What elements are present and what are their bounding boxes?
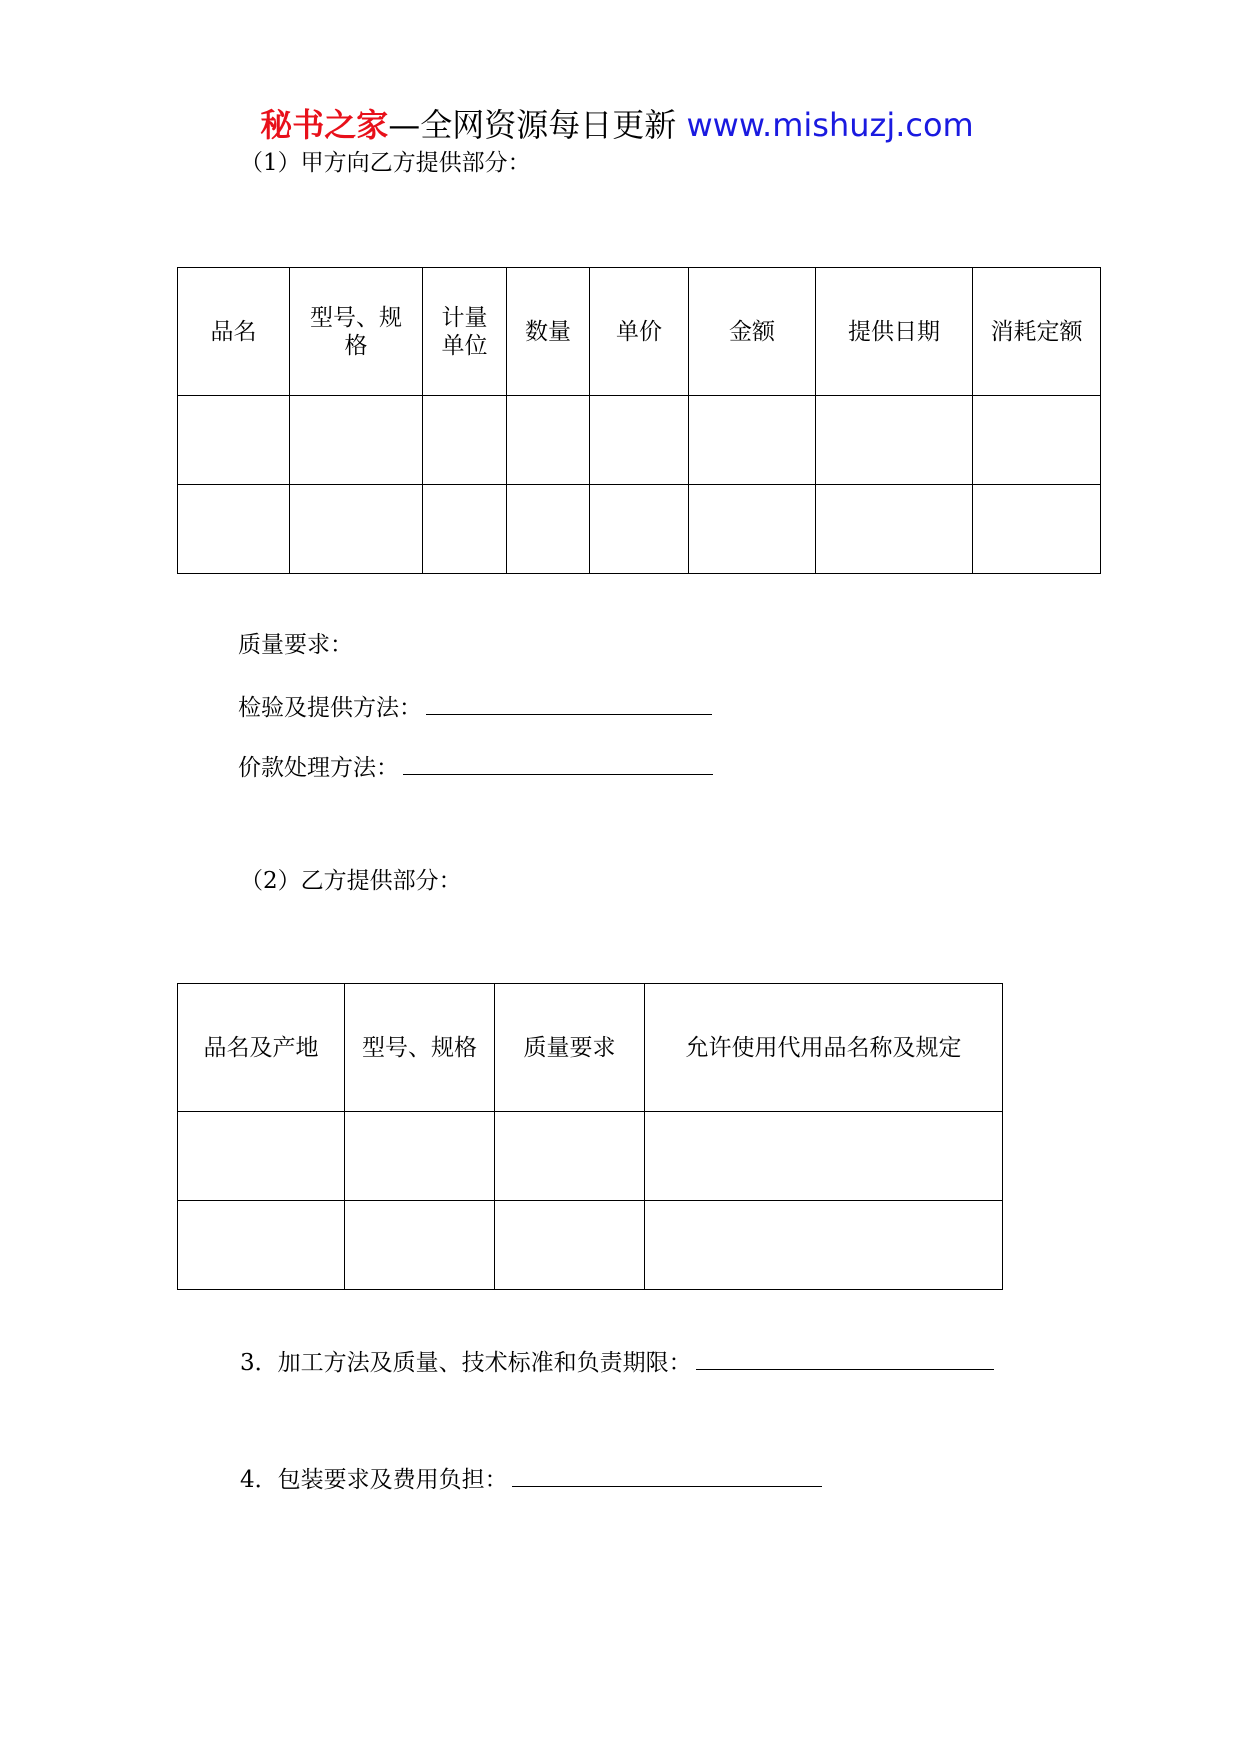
banner-slogan: —全网资源每日更新 [388,106,677,144]
table-cell[interactable] [689,396,816,485]
payment-method-blank[interactable] [403,750,713,775]
table-cell[interactable] [590,396,689,485]
table-cell[interactable] [973,485,1101,574]
header-cell-supply-date: 提供日期 [816,268,973,396]
header-cell-substitute-rules: 允许使用代用品名称及规定 [645,984,1003,1112]
header-cell-unit-price: 单价 [590,268,689,396]
table-cell[interactable] [689,485,816,574]
item3-line [240,1345,994,1378]
table-cell[interactable] [423,485,507,574]
table-cell[interactable] [495,1201,645,1290]
header-cell-model-spec: 型号、规格 [345,984,495,1112]
section1-title: （1）甲方向乙方提供部分： [240,150,531,176]
table-row [178,1201,1003,1290]
header-cell-amount: 金额 [689,268,816,396]
table-cell[interactable] [423,396,507,485]
header-cell-quantity: 数量 [507,268,590,396]
table-cell[interactable] [645,1112,1003,1201]
table-cell[interactable] [507,396,590,485]
table-cell[interactable] [590,485,689,574]
item4-label: 4．包装要求及费用负担： [240,1467,508,1493]
table-header-row [178,984,1003,1112]
table-cell[interactable] [290,396,423,485]
item3-blank[interactable] [696,1345,994,1370]
section2-title: （2）乙方提供部分： [240,868,462,894]
banner-url-link[interactable]: www.mishuzj.com [686,106,974,144]
table-cell[interactable] [178,1112,345,1201]
item4-line [240,1462,822,1495]
banner-brand: 秘书之家 [260,106,389,144]
item4-blank[interactable] [512,1462,822,1487]
header-cell-quality-requirement: 质量要求 [495,984,645,1112]
table-party-a-supplies [177,267,1101,574]
inspection-method-blank[interactable] [426,690,712,715]
inspection-method-line [238,690,712,723]
table-cell[interactable] [816,485,973,574]
table-row [178,1112,1003,1201]
table-cell[interactable] [178,396,290,485]
table-row [178,485,1101,574]
payment-method-label: 价款处理方法： [238,755,399,781]
table-cell[interactable] [495,1112,645,1201]
table-cell[interactable] [178,485,290,574]
site-banner [0,100,1234,150]
table-cell[interactable] [973,396,1101,485]
table-row [178,396,1101,485]
header-cell-unit-text: 计量单位 [441,304,488,359]
table-cell[interactable] [816,396,973,485]
table-cell[interactable] [290,485,423,574]
header-cell-unit [423,268,507,396]
header-cell-model-spec-text: 型号、规格 [310,304,402,359]
header-cell-name: 品名 [178,268,290,396]
header-cell-model-spec [290,268,423,396]
header-cell-consumption-quota: 消耗定额 [973,268,1101,396]
table-cell[interactable] [645,1201,1003,1290]
inspection-method-label: 检验及提供方法： [238,695,422,721]
table-party-b-supplies [177,983,1003,1290]
table-cell[interactable] [345,1201,495,1290]
table-cell[interactable] [507,485,590,574]
payment-method-line [238,750,713,783]
table-header-row [178,268,1101,396]
quality-requirement-label: 质量要求： [238,632,353,658]
table-cell[interactable] [178,1201,345,1290]
header-cell-name-origin: 品名及产地 [178,984,345,1112]
table-cell[interactable] [345,1112,495,1201]
item3-label: 3．加工方法及质量、技术标准和负责期限： [240,1350,692,1376]
